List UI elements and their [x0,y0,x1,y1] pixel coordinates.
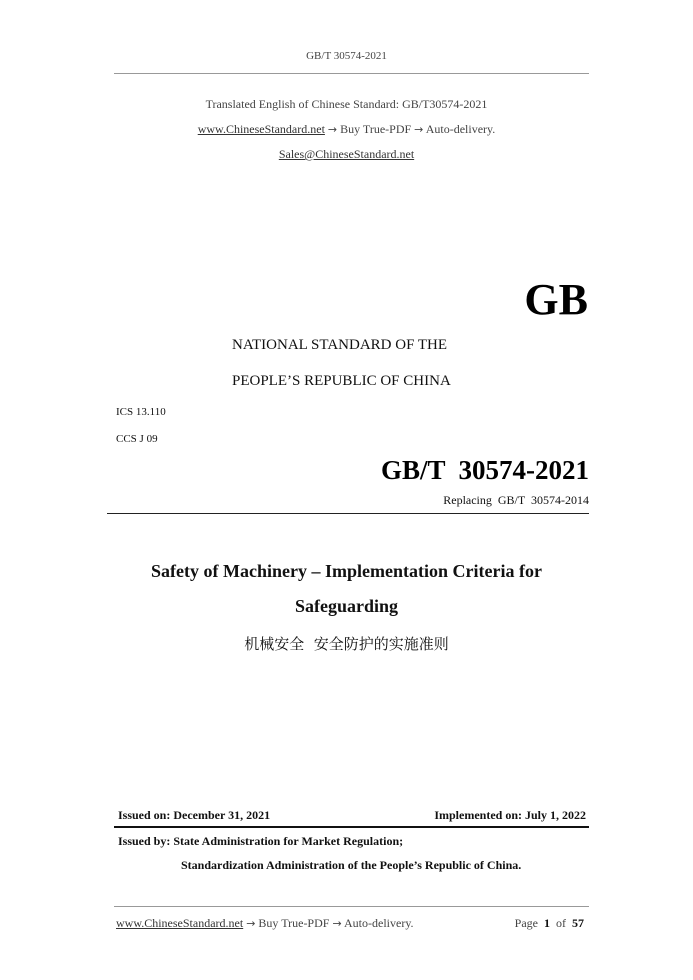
page-total: 57 [572,916,584,930]
notice-site-link[interactable]: www.ChineseStandard.net [197,122,325,136]
standard-number: GB/T 30574-2021 [380,455,589,485]
issued-date: Issued on: December 31, 2021 [118,808,271,822]
footer-purchase-line [116,916,414,931]
ccs-code: CCS J 09 [116,433,158,445]
arrow-right-icon: → [246,917,256,930]
notice-purchase-line [0,122,693,137]
footer-buy-text: Buy True-PDF [258,916,330,930]
notice-translated-line: Translated English of Chinese Standard: GB/T30574-2021 [205,97,488,111]
arrow-right-icon: → [332,917,342,930]
notice-email-link[interactable]: Sales@ChineseStandard.net [278,147,415,161]
page-number: 1 [544,916,550,930]
footer-site-link[interactable]: www.ChineseStandard.net [116,916,244,930]
title-en-line-2: Safeguarding [294,596,399,616]
issued-by-line-2: Standardization Administration of the People’s Republic of China. [181,858,522,872]
title-divider [107,513,589,514]
footer-auto-text: Auto-delivery. [344,916,414,930]
issued-by-line-1: Issued by: State Administration for Market Regulation; [118,834,404,848]
org-line-2: PEOPLE’S REPUBLIC OF CHINA [232,373,451,389]
running-header: GB/T 30574-2021 [306,50,387,62]
ics-code: ICS 13.110 [116,406,166,418]
implemented-date: Implemented on: July 1, 2022 [434,808,586,822]
header-divider [114,73,589,74]
arrow-right-icon: → [327,123,338,136]
footer-divider [114,906,589,907]
page-label: Page [514,916,538,930]
org-line-1: NATIONAL STANDARD OF THE [232,337,448,353]
notice-buy-text: Buy True-PDF [340,122,412,136]
replacing-note: Replacing GB/T 30574-2014 [443,493,589,507]
dates-divider [114,826,589,828]
notice-email-line [0,147,693,162]
gb-logo: GB [524,275,588,324]
title-zh: 机械安全 安全防护的实施准则 [244,635,449,653]
arrow-right-icon: → [414,123,424,136]
page-indicator [470,916,584,931]
of-label: of [556,916,566,930]
title-en-line-1: Safety of Machinery – Implementation Criteria for [151,561,542,581]
notice-auto-text: Auto-delivery. [425,122,496,136]
